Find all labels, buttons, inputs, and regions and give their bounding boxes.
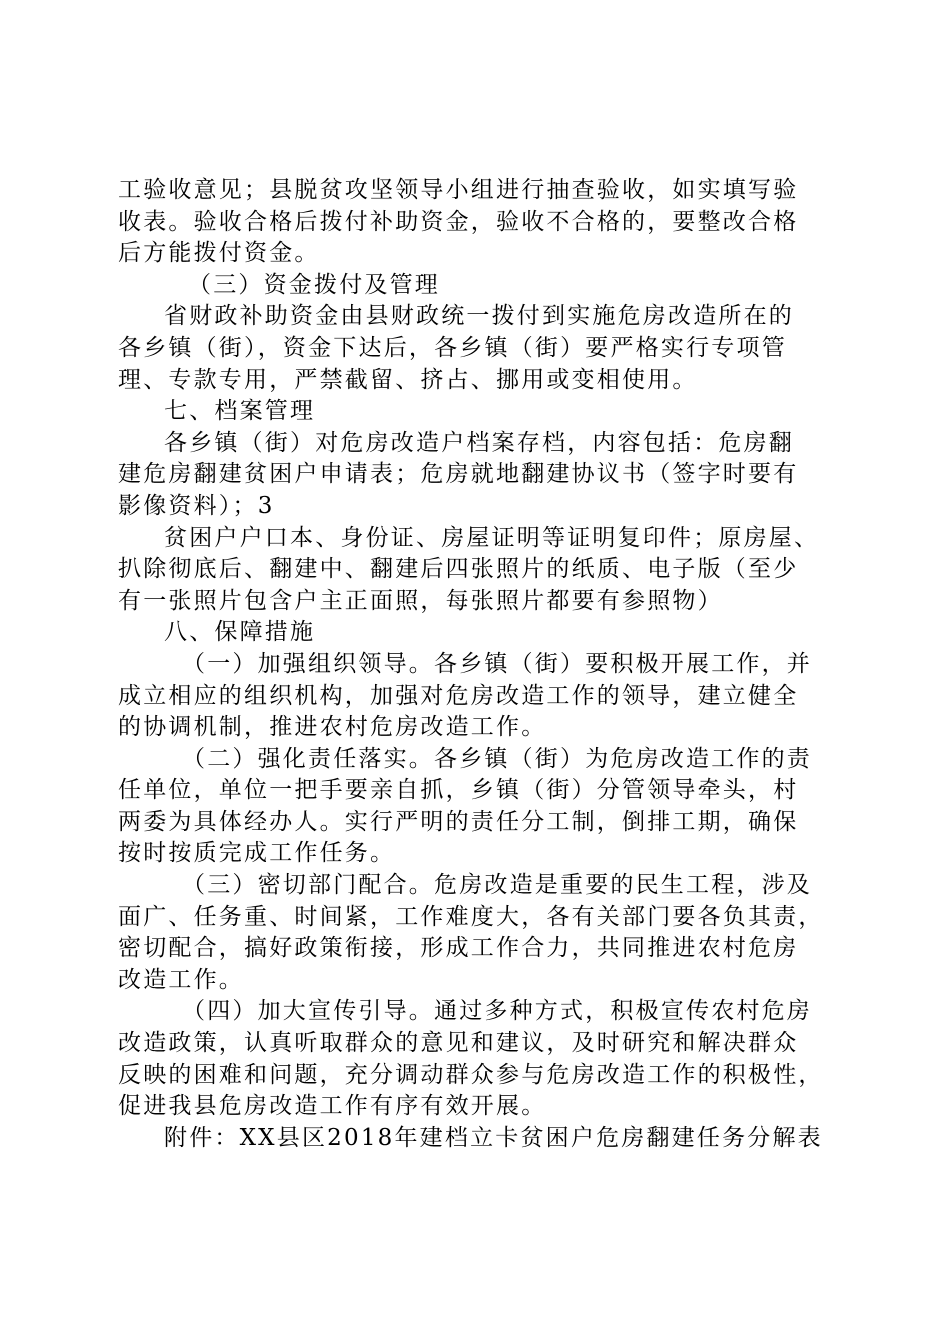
text-line: 成立相应的组织机构，加强对危房改造工作的领导，建立健全 (118, 682, 799, 709)
text-line: 两委为具体经办人。实行严明的责任分工制，倒排工期，确保 (118, 808, 799, 835)
text-line: 附件：XX县区2018年建档立卡贫困户危房翻建任务分解表 (164, 1124, 823, 1151)
text-line: 八、保障措施 (164, 619, 316, 646)
text-line: 贫困户户口本、身份证、房屋证明等证明复印件；原房屋、 (164, 524, 820, 551)
text-line: 按时按质完成工作任务。 (118, 840, 396, 867)
text-line: （四）加大宣传引导。通过多种方式，积极宣传农村危房 (182, 998, 812, 1025)
text-line: （一）加强组织领导。各乡镇（街）要积极开展工作，并 (182, 650, 812, 677)
text-line: 任单位，单位一把手要亲自抓，乡镇（街）分管领导牵头，村 (118, 777, 799, 804)
text-line: （二）强化责任落实。各乡镇（街）为危房改造工作的责 (182, 745, 812, 772)
text-line: 反映的困难和问题，充分调动群众参与危房改造工作的积极性， (118, 1061, 824, 1088)
text-line: 密切配合，搞好政策衔接，形成工作合力，共同推进农村危房 (118, 935, 799, 962)
text-line: 理、专款专用，严禁截留、挤占、挪用或变相使用。 (118, 366, 698, 393)
text-line: 改造工作。 (118, 966, 244, 993)
text-line: 各乡镇（街）对危房改造户档案存档，内容包括：危房翻 (164, 429, 794, 456)
text-line: 七、档案管理 (164, 398, 316, 425)
text-line: 扒除彻底后、翻建中、翻建后四张照片的纸质、电子版（至少 (118, 556, 799, 583)
text-line: 建危房翻建贫困户申请表；危房就地翻建协议书（签字时要有 (118, 461, 799, 488)
text-line: 面广、任务重、时间紧，工作难度大，各有关部门要各负其责， (118, 903, 824, 930)
document-body (118, 175, 838, 1154)
text-line: 各乡镇（街），资金下达后，各乡镇（街）要严格实行专项管 (118, 334, 787, 361)
text-line: 省财政补助资金由县财政统一拨付到实施危房改造所在的 (164, 303, 794, 330)
text-line: 改造政策，认真听取群众的意见和建议，及时研究和解决群众 (118, 1030, 799, 1057)
text-line: 后方能拨付资金。 (118, 240, 320, 267)
text-line: 促进我县危房改造工作有序有效开展。 (118, 1093, 547, 1120)
text-line: 工验收意见；县脱贫攻坚领导小组进行抽查验收，如实填写验 (118, 177, 799, 203)
text-line: 的协调机制，推进农村危房改造工作。 (118, 714, 547, 741)
text-line: （三）密切部门配合。危房改造是重要的民生工程，涉及 (182, 872, 812, 899)
text-line: 有一张照片包含户主正面照，每张照片都要有参照物） (118, 587, 723, 614)
text-line: （三）资金拨付及管理 (188, 271, 440, 298)
text-line: 影像资料）；3 (118, 492, 275, 519)
text-line: 收表。验收合格后拨付补助资金，验收不合格的，要整改合格 (118, 208, 799, 235)
